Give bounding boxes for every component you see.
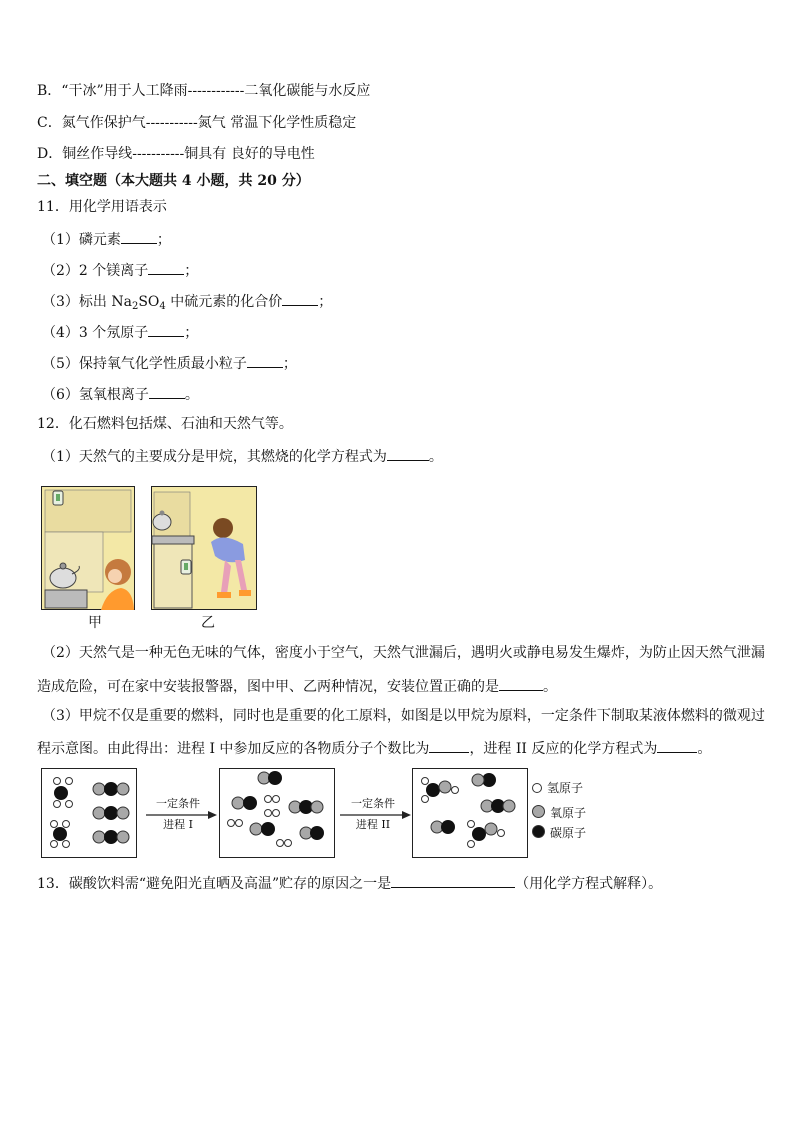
carbon-atom-icon (532, 825, 545, 838)
answer-blank[interactable] (429, 738, 469, 753)
carbon-dioxide-molecule (93, 806, 129, 820)
answer-blank[interactable] (148, 322, 184, 337)
intermediate-box (219, 768, 335, 858)
q11-part4: （4）3 个氖原子 ； (42, 322, 198, 342)
option-d: D．铜丝作导线-----------铜具有 良好的导电性 (37, 146, 315, 162)
figure-jia-image (41, 486, 135, 610)
answer-blank[interactable] (121, 229, 157, 244)
carbon-dioxide-molecule (93, 830, 129, 844)
legend-hydrogen: 氢原子 (532, 781, 583, 795)
q11-part3: （3）标出 $Na_2SO_4$ 中硫元素的化合价 ； (42, 291, 332, 316)
q11-part6: （6）氢氧根离子 。 (42, 384, 199, 404)
arrow2-condition: 一定条件 (351, 797, 395, 810)
figure-jia-label: 甲 (88, 615, 102, 631)
q11-part2: （2）2 个镁离子 ； (42, 260, 198, 280)
methane-molecule (51, 821, 70, 848)
methane-molecule (54, 778, 73, 808)
q11-part1: （1）磷元素 ； (42, 229, 171, 249)
option-c: C．氮气作保护气-----------氮气 常温下化学性质稳定 (37, 115, 357, 131)
q12-stem: 12．化石燃料包括煤、石油和天然气等。 (37, 416, 293, 432)
carbon-dioxide-molecule (93, 782, 129, 796)
answer-blank[interactable] (247, 353, 283, 368)
hydrogen-atom-icon (532, 783, 542, 793)
q12-part2-line2: 造成危险，可在家中安装报警器，图中甲、乙两种情况，安装位置正确的是 。 (37, 676, 557, 696)
section-heading: 二、填空题（本大题共 4 小题，共 20 分） (37, 173, 310, 189)
q11-part5: （5）保持氧气化学性质最小粒子 ； (42, 353, 297, 373)
arrow2-process: 进程 II (355, 818, 391, 831)
reactant-box (41, 768, 137, 858)
product-molecules (413, 769, 526, 856)
figure-yi-label: 乙 (201, 615, 215, 631)
answer-blank[interactable] (499, 676, 543, 691)
arrow1-process: 进程 I (163, 818, 193, 831)
q12-part3-line1: （3）甲烷不仅是重要的燃料，同时也是重要的化工原料，如图是以甲烷为原料，一定条件下制取某液体燃料的微观过 (42, 708, 765, 724)
intermediate-molecules (220, 769, 333, 856)
q12-part2-line1: （2）天然气是一种无色无味的气体，密度小于空气，天然气泄漏后，遇明火或静电易发生爆炸，为防止因天然气泄漏 (42, 645, 765, 661)
answer-blank[interactable] (282, 291, 318, 306)
option-b: B．“干冰”用于人工降雨------------二氧化碳能与水反应 (37, 83, 371, 99)
arrow1-condition: 一定条件 (156, 797, 200, 810)
answer-blank[interactable] (149, 384, 185, 399)
reactant-molecules (42, 769, 135, 856)
q11-stem: 11．用化学用语表示 (37, 199, 167, 215)
answer-blank[interactable] (148, 260, 184, 275)
figure-yi-image (151, 486, 257, 610)
answer-blank[interactable] (657, 738, 697, 753)
legend-carbon: 碳原子 (532, 825, 586, 840)
product-box (412, 768, 528, 858)
q12-part3-line2: 程示意图。由此得出：进程 I 中参加反应的各物质分子个数比为 ，进程 II 反应的化学方程式为 。 (37, 738, 711, 758)
answer-blank[interactable] (391, 873, 515, 888)
q13: 13．碳酸饮料需“避免阳光直晒及高温”贮存的原因之一是 （用化学方程式解释）。 (37, 873, 662, 893)
legend-oxygen: 氧原子 (532, 805, 586, 820)
answer-blank[interactable] (387, 446, 429, 461)
q12-part1: （1）天然气的主要成分是甲烷，其燃烧的化学方程式为 。 (42, 446, 443, 466)
oxygen-atom-icon (532, 805, 545, 818)
